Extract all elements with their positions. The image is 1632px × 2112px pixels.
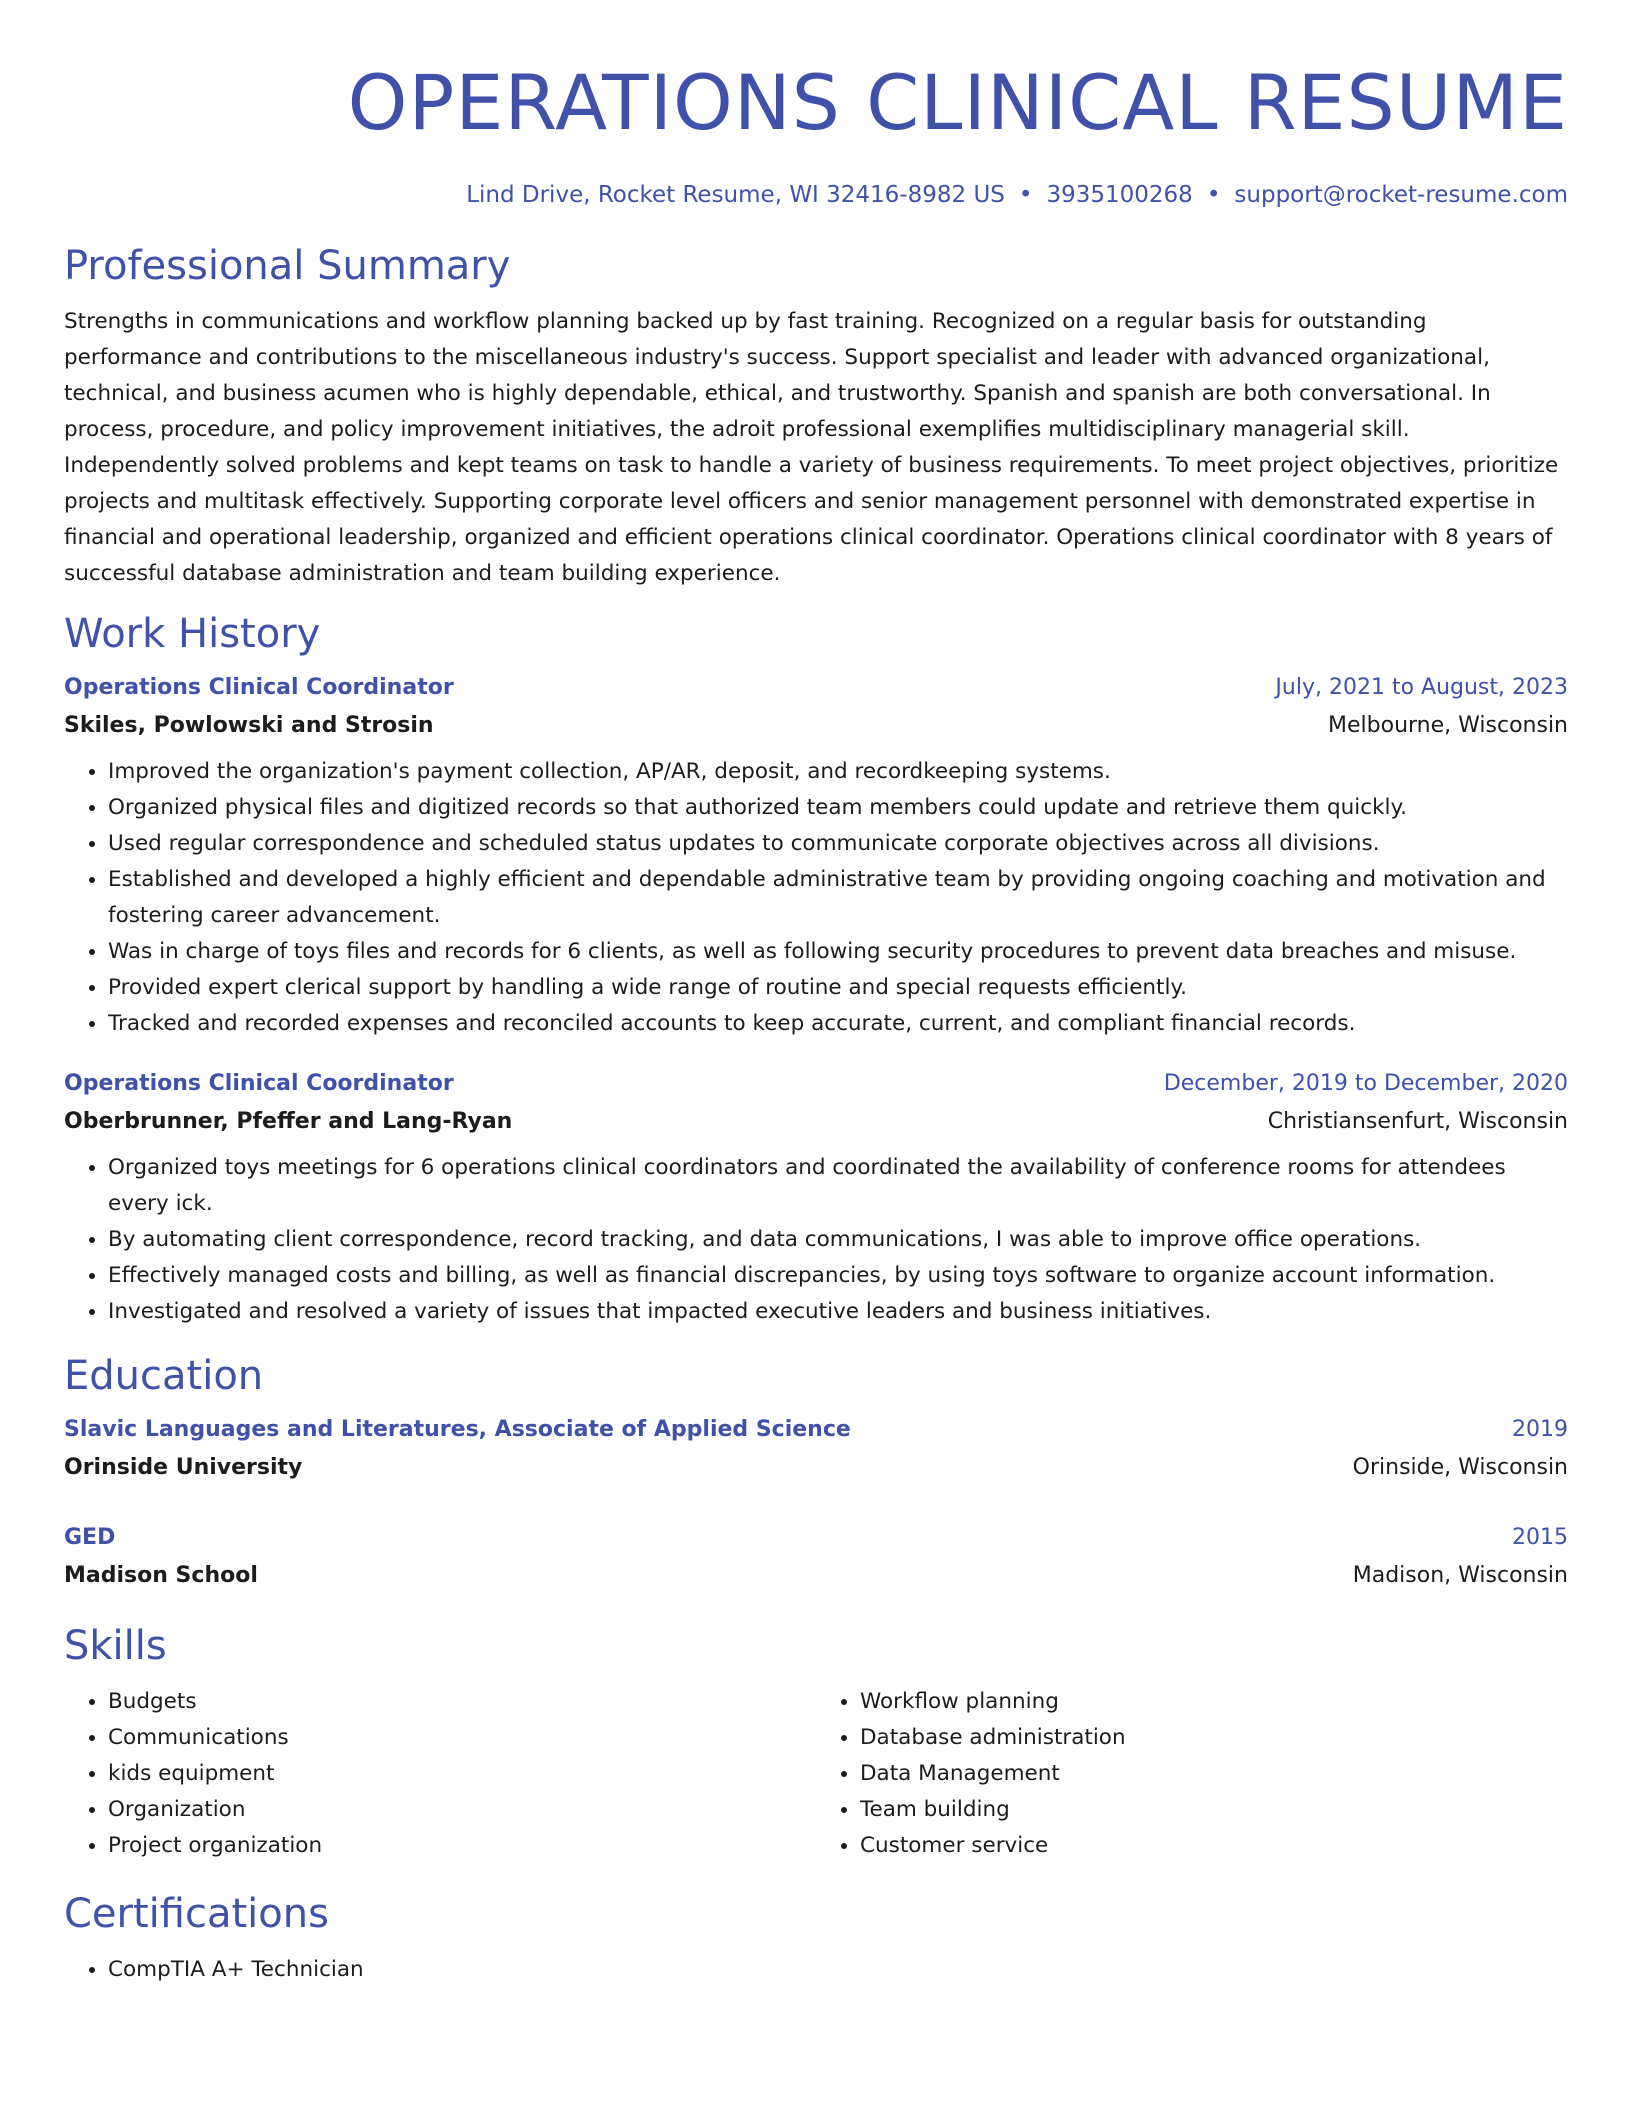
education-degree: Slavic Languages and Literatures, Associate of Applied Science xyxy=(64,1417,851,1442)
certifications-heading: Certifications xyxy=(64,1891,329,1937)
job-bullet: • By automating client correspondence, record tracking, and data communications, I was able to improve office operations. xyxy=(108,1222,1568,1258)
job-bullet: • Effectively managed costs and billing, as well as financial discrepancies, by using toys software to organize account information. xyxy=(108,1258,1568,1294)
job-company: Oberbrunner, Pfeffer and Lang-Ryan xyxy=(64,1109,513,1134)
contact-separator: • xyxy=(1206,182,1221,208)
education-header-row xyxy=(64,1520,1568,1556)
education-header-row xyxy=(64,1412,1568,1448)
skills-heading: Skills xyxy=(64,1623,167,1669)
education-heading: Education xyxy=(64,1353,264,1399)
skills-column-left xyxy=(64,1684,816,1864)
education-entry xyxy=(64,1412,1568,1488)
education-year: 2015 xyxy=(1512,1525,1568,1550)
job-entry xyxy=(64,1066,1568,1330)
skills-column-right xyxy=(816,1684,1568,1864)
job-title: Operations Clinical Coordinator xyxy=(64,1071,454,1096)
job-header-row xyxy=(64,1066,1568,1102)
skill-item: • Organization xyxy=(108,1792,816,1828)
job-bullet: • Tracked and recorded expenses and reconciled accounts to keep accurate, current, and compliant financial records. xyxy=(108,1006,1568,1042)
job-bullet: • Was in charge of toys files and records for 6 clients, as well as following security procedures to prevent data breaches and misuse. xyxy=(108,934,1568,970)
work-history-heading: Work History xyxy=(64,611,321,657)
skill-item: • Communications xyxy=(108,1720,816,1756)
certifications-list xyxy=(64,1952,1568,1988)
job-company: Skiles, Powlowski and Strosin xyxy=(64,713,434,738)
job-dates: July, 2021 to August, 2023 xyxy=(1275,675,1568,700)
contact-address: Lind Drive, Rocket Resume, WI 32416-8982 US xyxy=(466,182,1005,208)
education-school-row xyxy=(64,1448,1568,1488)
job-bullet: • Used regular correspondence and scheduled status updates to communicate corporate objectives across all divisions. xyxy=(108,826,1568,862)
job-bullets xyxy=(64,1150,1568,1330)
contact-separator: • xyxy=(1018,182,1033,208)
contact-phone: 3935100268 xyxy=(1046,182,1193,208)
job-company-row xyxy=(64,1102,1568,1142)
summary-text: Strengths in communications and workflow planning backed up by fast training. Recognized on a regular basis for outstanding performance and contributions to the miscellaneous industry's success. Support specialist and leader with advanced organizational, technical, and business acumen who is highly dependable, ethical, and trustworthy. Spanish and spanish are both conversational. In process, procedure, and policy improvement initiatives, the adroit professional exemplifies multidisciplinary managerial skill. Independently solved problems and kept teams on task to handle a variety of business requirements. To meet project objectives, prioritize projects and multitask effectively. Supporting corporate level officers and senior management personnel with demonstrated expertise in financial and operational leadership, organized and efficient operations clinical coordinator. Operations clinical coordinator with 8 years of successful database administration and team building experience. xyxy=(64,309,1559,586)
skill-item: • Data Management xyxy=(860,1756,1568,1792)
skill-item: • Budgets xyxy=(108,1684,816,1720)
job-entry xyxy=(64,670,1568,1042)
skill-item: • Workflow planning xyxy=(860,1684,1568,1720)
job-company-row xyxy=(64,706,1568,746)
contact-email[interactable]: support@rocket-resume.com xyxy=(1234,182,1568,208)
skill-item: • Database administration xyxy=(860,1720,1568,1756)
education-school: Orinside University xyxy=(64,1455,303,1480)
education-entry xyxy=(64,1520,1568,1596)
skill-item: • kids equipment xyxy=(108,1756,816,1792)
job-location: Christiansenfurt, Wisconsin xyxy=(1267,1109,1568,1134)
job-header-row xyxy=(64,670,1568,706)
job-bullet: • Organized toys meetings for 6 operations clinical coordinators and coordinated the availability of conference rooms for attendees every ick. xyxy=(108,1150,1568,1222)
job-bullet: • Improved the organization's payment collection, AP/AR, deposit, and recordkeeping systems. xyxy=(108,754,1568,790)
job-location: Melbourne, Wisconsin xyxy=(1328,713,1568,738)
job-bullet: • Investigated and resolved a variety of issues that impacted executive leaders and business initiatives. xyxy=(108,1294,1568,1330)
education-location: Madison, Wisconsin xyxy=(1352,1563,1568,1588)
job-bullet: • Organized physical files and digitized records so that authorized team members could update and retrieve them quickly. xyxy=(108,790,1568,826)
certification-item: • CompTIA A+ Technician xyxy=(108,1952,1568,1988)
summary-heading: Professional Summary xyxy=(64,243,511,289)
education-degree: GED xyxy=(64,1525,116,1550)
job-bullet: • Established and developed a highly efficient and dependable administrative team by providing ongoing coaching and motivation and fostering career advancement. xyxy=(108,862,1568,934)
job-bullets xyxy=(64,754,1568,1042)
job-dates: December, 2019 to December, 2020 xyxy=(1163,1071,1568,1096)
education-school-row xyxy=(64,1556,1568,1596)
skill-item: • Team building xyxy=(860,1792,1568,1828)
skill-item: • Customer service xyxy=(860,1828,1568,1864)
job-bullet: • Provided expert clerical support by handling a wide range of routine and special requests efficiently. xyxy=(108,970,1568,1006)
education-school: Madison School xyxy=(64,1563,258,1588)
skill-item: • Project organization xyxy=(108,1828,816,1864)
contact-line xyxy=(64,178,1568,212)
education-location: Orinside, Wisconsin xyxy=(1352,1455,1568,1480)
skills-grid xyxy=(64,1684,1568,1864)
resume-title: OPERATIONS CLINICAL RESUME xyxy=(347,58,1568,147)
job-title: Operations Clinical Coordinator xyxy=(64,675,454,700)
education-year: 2019 xyxy=(1512,1417,1568,1442)
